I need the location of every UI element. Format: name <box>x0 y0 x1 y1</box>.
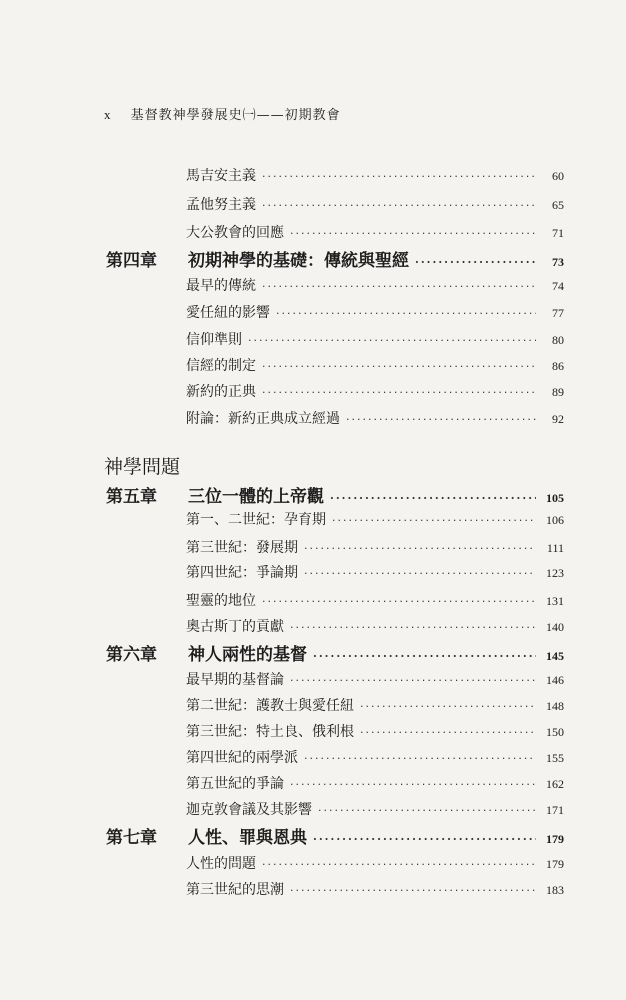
toc-entry-title: 第四世紀：爭論期 <box>186 565 298 581</box>
toc-entry <box>186 853 564 873</box>
toc-page-number: 74 <box>552 279 564 293</box>
dot-leader <box>262 595 536 608</box>
toc-entry-title: 人性的問題 <box>186 856 256 872</box>
toc-entry <box>186 616 564 636</box>
toc-page-number: 179 <box>546 857 564 871</box>
toc-entry-title <box>106 640 307 665</box>
toc-entry-title: 第二世紀：護教士與愛任紐 <box>186 698 354 714</box>
dot-leader <box>290 674 536 687</box>
dot-leader <box>290 227 536 240</box>
toc-entry-title <box>106 823 307 848</box>
dot-leader <box>313 650 536 663</box>
dot-leader <box>290 884 536 897</box>
toc-entry-title: 最早期的基督論 <box>186 672 284 688</box>
running-title: 基督教神學發展史㈠——初期教會 <box>130 108 341 123</box>
dot-leader <box>262 170 536 183</box>
toc-entry-title: 聖靈的地位 <box>186 593 256 609</box>
toc-entry <box>186 355 564 375</box>
dot-leader <box>262 280 536 293</box>
toc-entry <box>186 302 564 322</box>
chapter-title: 人性、罪與恩典 <box>188 828 307 848</box>
dot-leader <box>276 307 536 320</box>
dot-leader <box>304 752 536 765</box>
toc-entry <box>186 509 564 529</box>
chapter-number: 第六章 <box>106 645 157 665</box>
toc-page-number: 60 <box>552 169 564 183</box>
toc-entry-title: 第一、二世紀：孕育期 <box>186 512 326 528</box>
toc-entry <box>186 165 564 185</box>
toc-entry <box>186 275 564 295</box>
toc-entry <box>186 747 564 767</box>
toc-page-number: 171 <box>546 803 564 817</box>
dot-leader <box>318 804 536 817</box>
dot-leader <box>415 256 536 269</box>
toc-chapter-entry <box>106 640 564 665</box>
toc-page-number: 140 <box>546 620 564 634</box>
toc-entry <box>186 879 564 899</box>
toc-entry <box>186 408 564 428</box>
dot-leader <box>304 567 536 580</box>
toc-entry <box>186 381 564 401</box>
toc-page-number: 65 <box>552 198 564 212</box>
dot-leader <box>248 334 536 347</box>
toc-entry <box>186 695 564 715</box>
toc-page-number: 71 <box>552 226 564 240</box>
toc-entry <box>186 562 564 582</box>
toc-entry-title: 馬吉安主義 <box>186 168 256 184</box>
chapter-title: 初期神學的基礎：傳統與聖經 <box>188 251 409 271</box>
page-number: x <box>104 107 112 122</box>
section-heading: 神學問題 <box>104 456 181 478</box>
toc-page-number: 131 <box>546 594 564 608</box>
dot-leader <box>262 858 536 871</box>
toc-entry-title: 附論：新約正典成立經過 <box>186 411 340 427</box>
toc-entry-title: 孟他努主義 <box>186 197 256 213</box>
chapter-number: 第七章 <box>106 828 157 848</box>
dot-leader <box>360 726 536 739</box>
toc-entry-title: 信仰準則 <box>186 332 242 348</box>
toc-page-number: 105 <box>546 491 564 505</box>
toc-page-number: 150 <box>546 725 564 739</box>
chapter-title: 三位一體的上帝觀 <box>188 487 324 507</box>
toc-page-number: 92 <box>552 412 564 426</box>
dot-leader <box>262 199 536 212</box>
dot-leader <box>346 413 536 426</box>
toc-entry-title: 新約的正典 <box>186 384 256 400</box>
toc-entry <box>186 773 564 793</box>
toc-entry <box>186 669 564 689</box>
toc-page-number: 86 <box>552 359 564 373</box>
dot-leader <box>290 778 536 791</box>
dot-leader <box>313 833 536 846</box>
toc-entry <box>186 537 564 557</box>
toc-entry <box>186 590 564 610</box>
toc-chapter-entry <box>106 482 564 507</box>
toc-entry-title: 信經的制定 <box>186 358 256 374</box>
dot-leader <box>290 621 536 634</box>
toc-entry-title: 第三世紀的思潮 <box>186 882 284 898</box>
running-header <box>104 104 341 123</box>
toc-entry-title: 愛任紐的影響 <box>186 305 270 321</box>
toc-entry-title: 迦克敦會議及其影響 <box>186 802 312 818</box>
toc-entry <box>186 329 564 349</box>
toc-page-number: 111 <box>546 541 564 555</box>
dot-leader <box>262 386 536 399</box>
toc-entry <box>186 721 564 741</box>
toc-entry-title: 第五世紀的爭論 <box>186 776 284 792</box>
toc-entry-title <box>106 482 324 507</box>
toc-page-number: 148 <box>546 699 564 713</box>
toc-entry-title: 大公教會的回應 <box>186 225 284 241</box>
toc-page-number: 162 <box>546 777 564 791</box>
dot-leader <box>304 542 536 555</box>
dot-leader <box>262 360 536 373</box>
toc-page-number: 106 <box>546 513 564 527</box>
chapter-title: 神人兩性的基督 <box>188 645 307 665</box>
toc-page-number: 179 <box>546 832 564 846</box>
toc-entry <box>186 799 564 819</box>
toc-page-number: 145 <box>546 649 564 663</box>
toc-page-number: 183 <box>546 883 564 897</box>
chapter-number: 第五章 <box>106 487 157 507</box>
toc-entry-title: 第三世紀：特土良、俄利根 <box>186 724 354 740</box>
toc-chapter-entry <box>106 823 564 848</box>
toc-page-number: 73 <box>552 255 564 269</box>
chapter-number: 第四章 <box>106 251 157 271</box>
toc-page-number: 146 <box>546 673 564 687</box>
toc-entry-title: 最早的傳統 <box>186 278 256 294</box>
toc-entry-title <box>106 246 409 271</box>
toc-entry-title: 第四世紀的兩學派 <box>186 750 298 766</box>
toc-page-number: 77 <box>552 306 564 320</box>
toc-page-number: 80 <box>552 333 564 347</box>
toc-entry <box>186 222 564 242</box>
toc-chapter-entry <box>106 246 564 271</box>
dot-leader <box>360 700 536 713</box>
dot-leader <box>332 514 536 527</box>
toc-page-number: 123 <box>546 566 564 580</box>
toc-entry-title: 第三世紀：發展期 <box>186 540 298 556</box>
dot-leader <box>330 492 536 505</box>
toc-page-number: 155 <box>546 751 564 765</box>
toc-entry <box>186 194 564 214</box>
toc-page-number: 89 <box>552 385 564 399</box>
toc-entry-title: 奧古斯丁的貢獻 <box>186 619 284 635</box>
